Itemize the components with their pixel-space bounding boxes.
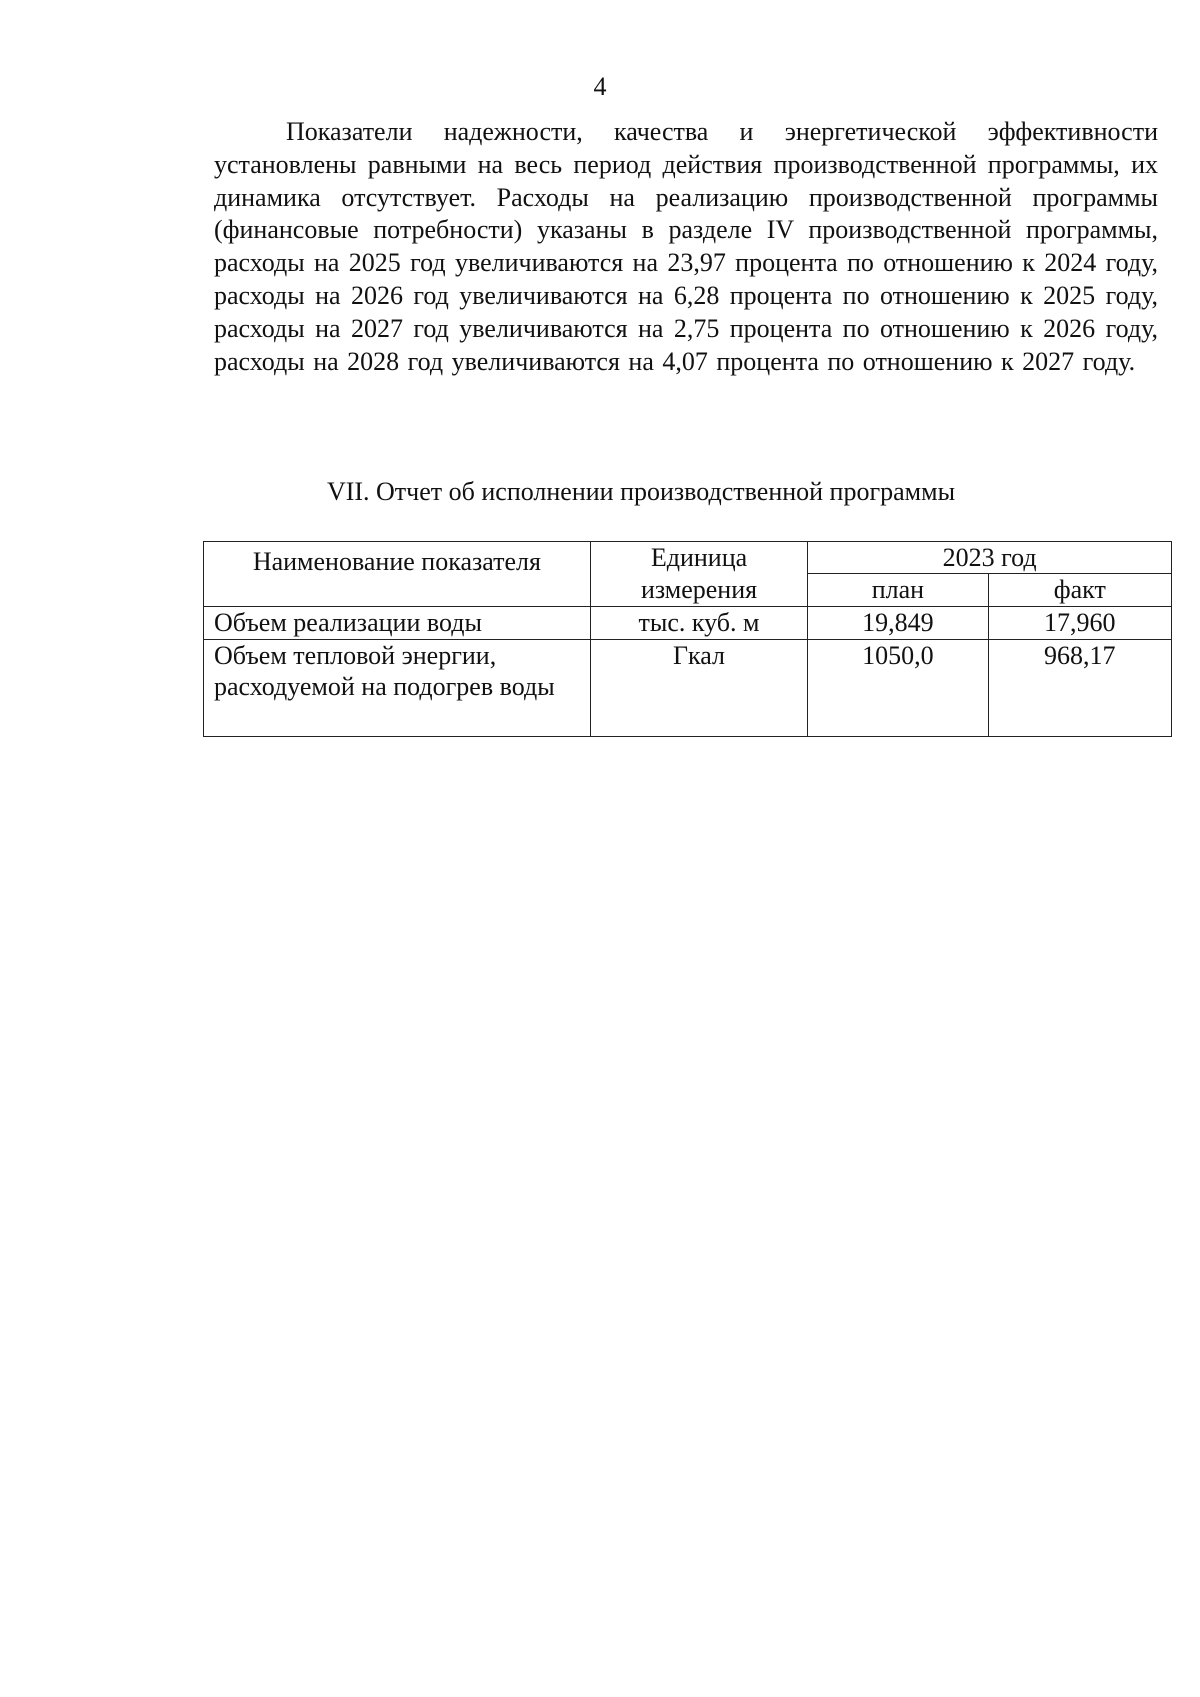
row-fact: 17,960 xyxy=(988,607,1171,640)
section-title: VII. Отчет об исполнении производственной программы xyxy=(326,477,956,506)
row-plan: 1050,0 xyxy=(808,640,988,737)
row-unit: Гкал xyxy=(590,640,807,737)
table-row xyxy=(204,640,1172,737)
row-plan: 19,849 xyxy=(808,607,988,640)
table-header-row xyxy=(204,542,1172,574)
report-table xyxy=(203,541,1172,737)
header-unit-line2: измерения xyxy=(640,575,758,604)
page-number: 4 xyxy=(593,72,607,101)
row-fact: 968,17 xyxy=(988,640,1171,737)
header-fact: факт xyxy=(988,574,1171,607)
row-name: Объем реализации воды xyxy=(204,607,591,640)
header-unit-line1: Единица xyxy=(650,543,748,572)
table-row xyxy=(204,607,1172,640)
header-unit xyxy=(590,542,807,607)
row-unit: тыс. куб. м xyxy=(590,607,807,640)
row-name: Объем тепловой энергии, расходуемой на подогрев воды xyxy=(204,640,591,737)
header-year: 2023 год xyxy=(808,542,1172,574)
body-paragraph: Показатели надежности, качества и энергетической эффективности установлены равными на весь период действия производственной программы, их динамика отсутствует. Расходы на реализацию производственной программы (финансовые потребности) указаны в разделе IV производственной программы, расходы на 2025 год увеличиваются на 23,97 процента по отношению к 2024 году, расходы на 2026 год увеличиваются на 6,28 процента по отношению к 2025 году, расходы на 2027 год увеличиваются на 2,75 процента по отношению к 2026 году, расходы на 2028 год увеличиваются на 4,07 процента по отношению к 2027 году. xyxy=(214,117,1158,376)
header-indicator-name: Наименование показателя xyxy=(204,542,591,607)
header-plan: план xyxy=(808,574,988,607)
